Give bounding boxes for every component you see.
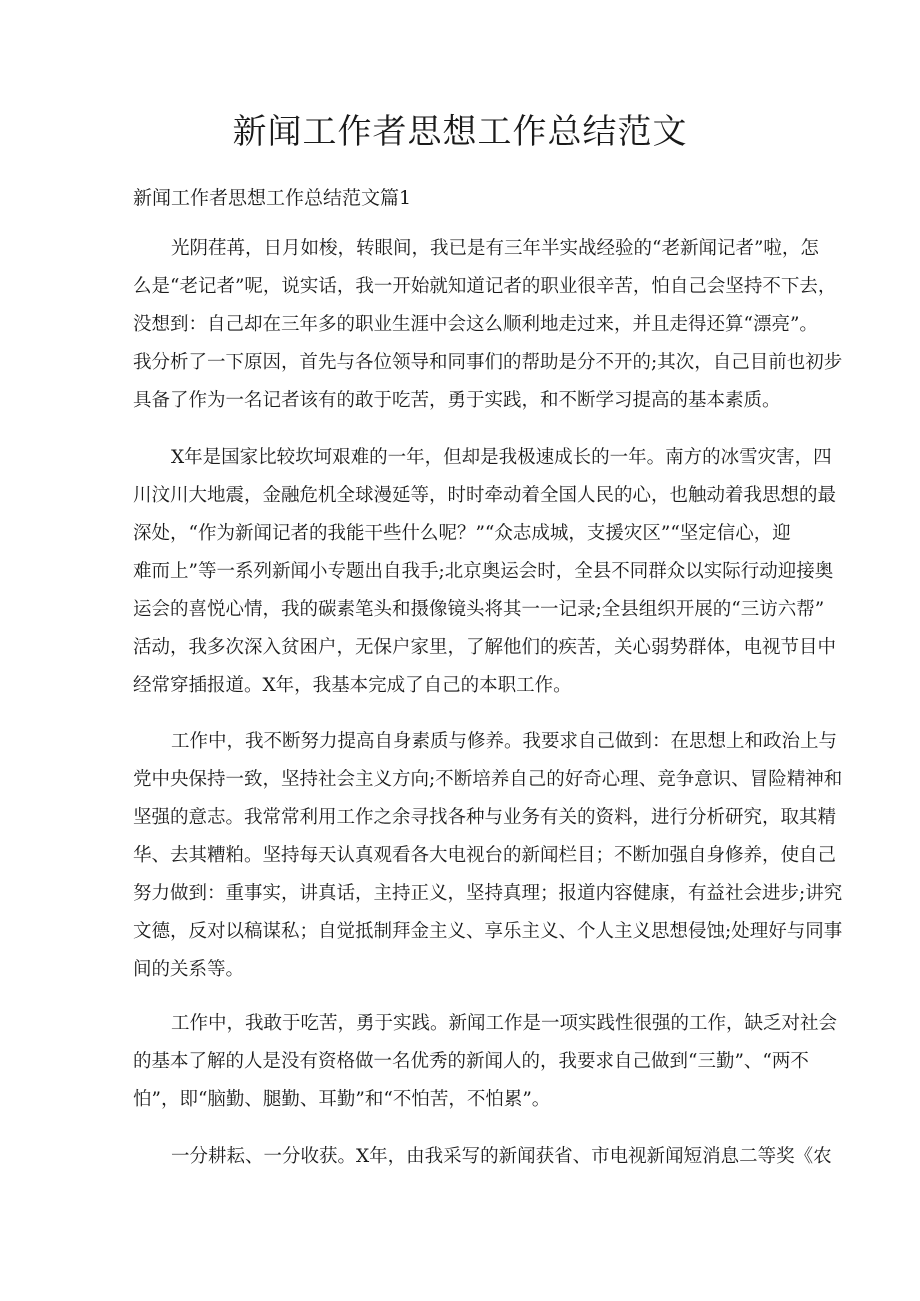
paragraph-line: 经常穿插报道。X年，我基本完成了自己的本职工作。	[133, 675, 572, 696]
paragraph-4	[133, 1005, 838, 1119]
paragraph-1	[133, 230, 843, 420]
paragraph-line: 深处，“作为新闻记者的我能干些什么呢？”“众志成城，支援灾区”“坚定信心，迎	[133, 523, 791, 544]
paragraph-line: 光阴荏苒，日月如梭，转眼间，我已是有三年半实战经验的“老新闻记者”啦，怎	[171, 238, 819, 259]
paragraph-line: 文德，反对以稿谋私；自觉抵制拜金主义、享乐主义、个人主义思想侵蚀;处理好与同事	[133, 921, 843, 942]
paragraph-line: 努力做到：重事实，讲真话，主持正义，坚持真理；报道内容健康，有益社会进步;讲究	[133, 883, 843, 904]
paragraph-line: 工作中，我敢于吃苦，勇于实践。新闻工作是一项实践性很强的工作，缺乏对社会	[171, 1013, 838, 1034]
paragraph-line: 怕”，即“脑勤、腿勤、耳勤”和“不怕苦，不怕累”。	[133, 1089, 551, 1110]
section-heading: 新闻工作者思想工作总结范文篇1	[133, 187, 412, 209]
paragraph-line: 的基本了解的人是没有资格做一名优秀的新闻人的，我要求自己做到“三勤”、“两不	[133, 1051, 809, 1072]
paragraph-line: 川汶川大地震，金融危机全球漫延等，时时牵动着全国人民的心，也触动着我思想的最	[133, 485, 837, 506]
paragraph-5	[133, 1138, 832, 1176]
paragraph-line: 一分耕耘、一分收获。X年，由我采写的新闻获省、市电视新闻短消息二等奖《农	[171, 1146, 832, 1167]
paragraph-3	[133, 723, 843, 989]
paragraph-line: 工作中，我不断努力提高自身素质与修养。我要求自己做到：在思想上和政治上与	[171, 731, 838, 752]
document-title: 新闻工作者思想工作总结范文	[232, 112, 688, 152]
paragraph-line: 坚强的意志。我常常利用工作之余寻找各种与业务有关的资料，进行分析研究，取其精	[133, 807, 837, 828]
paragraph-line: 具备了作为一名记者该有的敢于吃苦，勇于实践，和不断学习提高的基本素质。	[133, 390, 781, 411]
paragraph-line: 运会的喜悦心情，我的碳素笔头和摄像镜头将其一一记录;全县组织开展的“三访六帮”	[133, 599, 825, 620]
paragraph-line: X年是国家比较坎坷艰难的一年，但却是我极速成长的一年。南方的冰雪灾害，四	[171, 447, 832, 468]
paragraph-line: 华、去其糟粕。坚持每天认真观看各大电视台的新闻栏目；不断加强自身修养，使自己	[133, 845, 837, 866]
paragraph-line: 我分析了一下原因，首先与各位领导和同事们的帮助是分不开的;其次，自己目前也初步	[133, 352, 843, 373]
paragraph-line: 没想到：自己却在三年多的职业生涯中会这么顺利地走过来，并且走得还算“漂亮”。	[133, 314, 818, 335]
paragraph-line: 间的关系等。	[133, 959, 245, 980]
paragraph-line: 党中央保持一致，坚持社会主义方向;不断培养自己的好奇心理、竞争意识、冒险精神和	[133, 769, 843, 790]
paragraph-line: 难而上”等一系列新闻小专题出自我手;北京奥运会时，全县不同群众以实际行动迎接奥	[133, 561, 834, 582]
paragraph-line: 么是“老记者”呢，说实话，我一开始就知道记者的职业很辛苦，怕自己会坚持不下去，	[133, 276, 837, 297]
paragraph-line: 活动，我多次深入贫困户，无保户家里，了解他们的疾苦，关心弱势群体，电视节目中	[133, 637, 837, 658]
paragraph-2	[133, 439, 837, 705]
